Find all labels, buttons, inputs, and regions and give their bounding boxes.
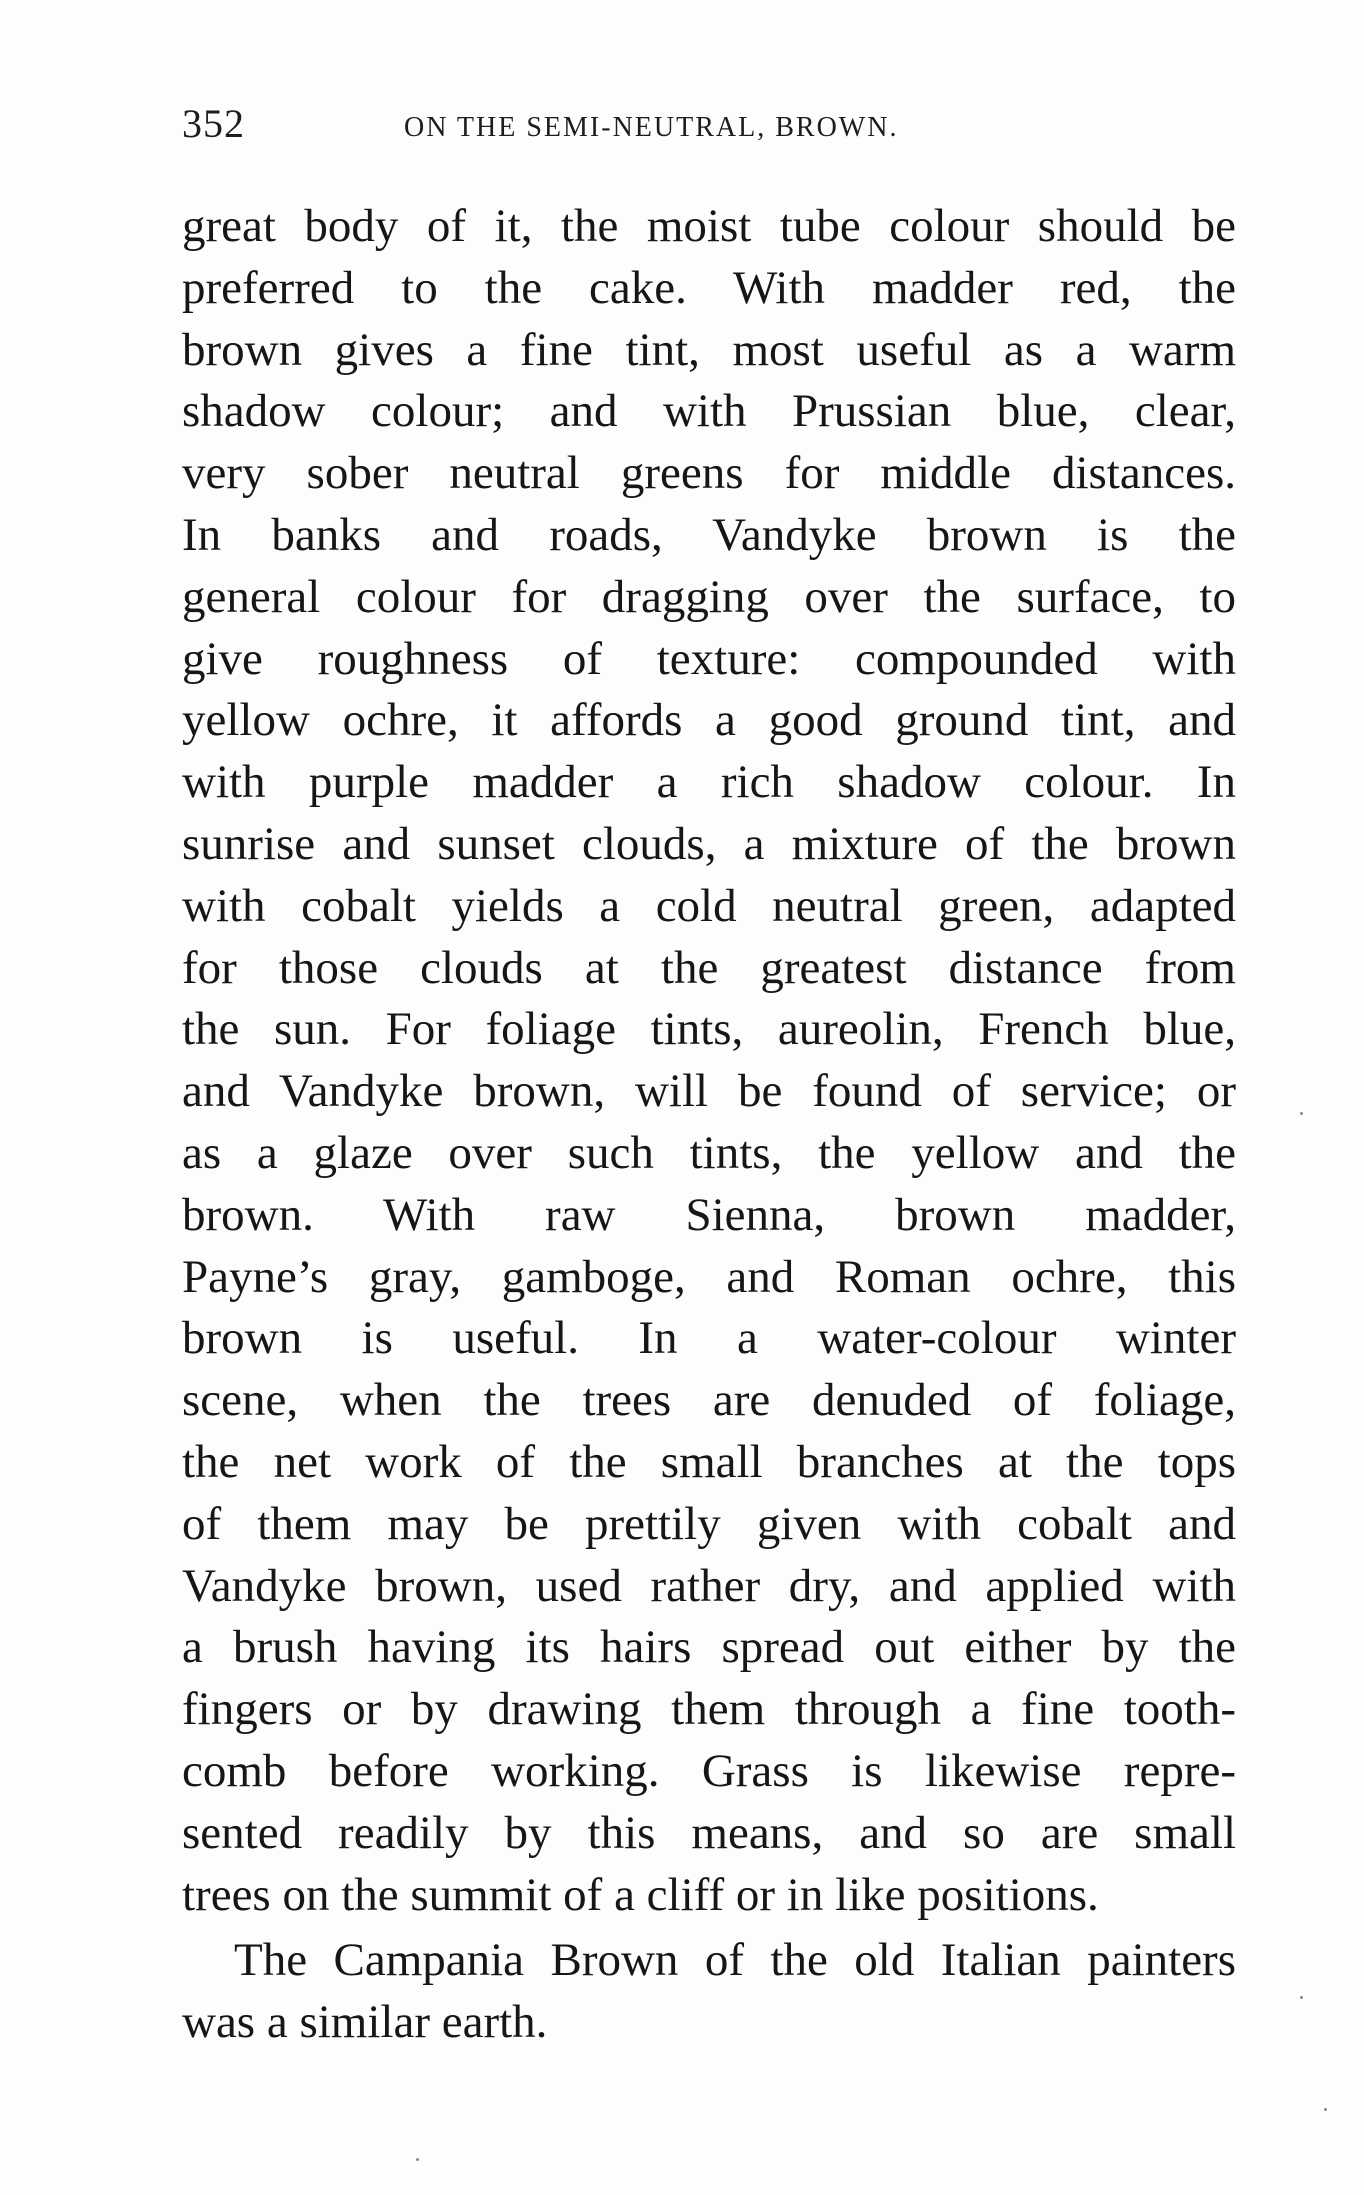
text-line: a brush having its hairs spread out either by the [182,1621,1236,1674]
text-line: yellow ochre, it affords a good ground tint, and [182,694,1236,747]
text-line: The Campania Brown of the old Italian painters [234,1934,1236,1987]
text-line: comb before working. Grass is likewise repre- [182,1744,1236,1797]
text-line: sunrise and sunset clouds, a mixture of the brown [182,817,1236,870]
text-line: for those clouds at the greatest distance from [182,941,1236,994]
paper-speck [1300,1112,1303,1115]
running-head: ON THE SEMI-NEUTRAL, BROWN. [404,112,899,143]
paper-speck [416,2158,419,2161]
page-number: 352 [182,101,245,146]
text-line: and Vandyke brown, will be found of service; or [182,1065,1236,1118]
text-line: great body of it, the moist tube colour should be [182,200,1236,252]
text-line: fingers or by drawing them through a fine tooth- [182,1683,1236,1736]
text-line: of them may be prettily given with cobalt and [182,1497,1236,1550]
text-line: general colour for dragging over the surface, to [182,570,1236,623]
text-line: shadow colour; and with Prussian blue, clear, [182,385,1236,438]
text-line: with cobalt yields a cold neutral green, adapted [182,879,1236,932]
text-line: with purple madder a rich shadow colour. In [182,756,1236,809]
paragraph [182,196,1236,1926]
text-line: brown gives a fine tint, most useful as a warm [182,323,1236,376]
body-text [182,196,1236,2054]
text-line: scene, when the trees are denuded of foliage, [182,1374,1236,1427]
text-line: brown. With raw Sienna, brown madder, [182,1188,1236,1241]
text-line: sented readily by this means, and so are small [182,1806,1236,1859]
text-line: trees on the summit of a cliff or in like positions. [182,1868,1099,1921]
paragraph [182,1930,1236,2054]
text-line: Payne’s gray, gamboge, and Roman ochre, this [182,1250,1236,1303]
text-line: very sober neutral greens for middle distances. [182,447,1236,500]
text-line: preferred to the cake. With madder red, the [182,261,1236,314]
text-line: give roughness of texture: compounded with [182,632,1236,685]
paper-speck [1300,1996,1303,1999]
text-line: brown is useful. In a water-colour winter [182,1312,1236,1365]
text-line: the net work of the small branches at the tops [182,1435,1236,1488]
text-line: as a glaze over such tints, the yellow and the [182,1126,1236,1179]
text-line: Vandyke brown, used rather dry, and applied with [182,1559,1236,1612]
text-line: In banks and roads, Vandyke brown is the [182,508,1236,561]
text-line: was a similar earth. [182,1996,548,2049]
page-header [182,100,1232,160]
paper-speck [1324,2108,1327,2111]
text-line: the sun. For foliage tints, aureolin, French blue, [182,1003,1236,1056]
